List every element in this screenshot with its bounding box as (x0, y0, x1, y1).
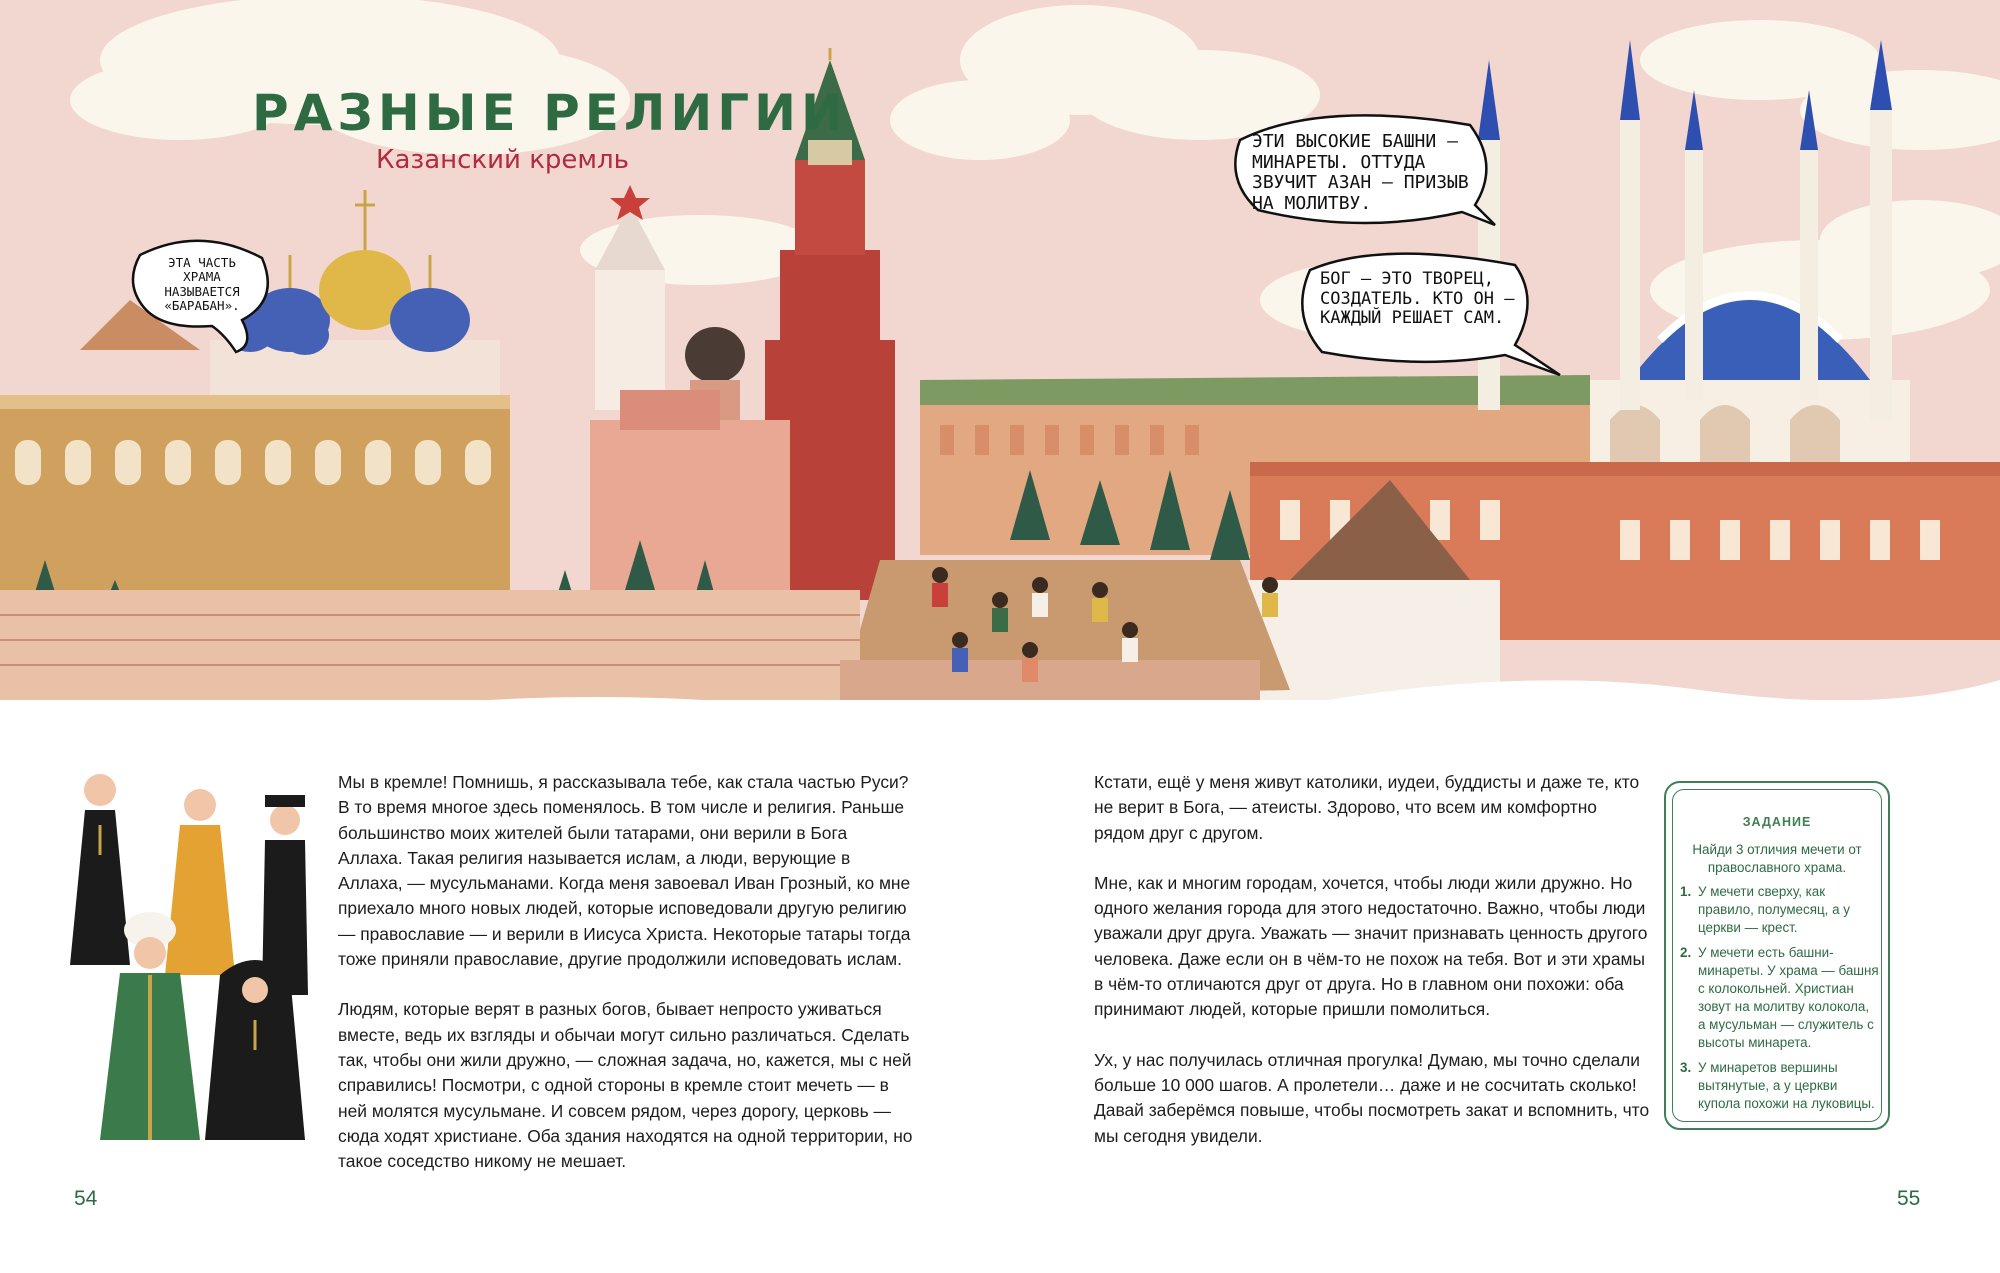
speech-bubble-god: БОГ — ЭТО ТВОРЕЦ, СОЗДАТЕЛЬ. КТО ОН — КАЖДЫЙ РЕШАЕТ САМ. (1320, 269, 1515, 329)
task-item-text: У мечети сверху, как правило, полумесяц, а у церкви — крест. (1698, 884, 1850, 935)
task-title: ЗАДАНИЕ (1742, 815, 1812, 829)
task-intro: Найди 3 отличия мечети от православного храма. (1692, 842, 1862, 875)
task-box (1664, 781, 1890, 1130)
task-item-number: 2. (1680, 945, 1692, 960)
paragraph: Мы в кремле! Помнишь, я рассказывала тебе, как стала частью Руси? В то время многое здесь поменялось. В том числе и религия. Раньше большинство моих жителей были татарами, они верили в Бога Аллаха. Такая религия называется ислам, а люди, верующие в Аллаха, — мусульманами. Когда меня завоевал Иван Грозный, ко мне приехало много новых людей, которые исповедовали другую религию — православие — и верили в Иисуса Христа. Некоторые татары тогда тоже приняли православие, другие продолжили исповедовать ислам. (338, 772, 911, 970)
paragraph: Мне, как и многим городам, хочется, чтобы люди жили дружно. Но одного желания города для этого недостаточно. Важно, чтобы люди уважали друг друга. Уважать — значит признавать ценность другого человека. Даже если он в чём-то не похож на тебя. Вот и эти храмы в чём-то отличаются друг от друга. Но в главном они похожи: оба принимают людей, которые пришли помолиться. (1094, 872, 1648, 1020)
page-title: РАЗНЫЕ РЕЛИГИИ (252, 84, 848, 142)
speech-bubble-drum: ЭТА ЧАСТЬ ХРАМА НАЗЫВАЕТСЯ «БАРАБАН». (164, 255, 240, 314)
task-item (1680, 1059, 1880, 1113)
paragraph: Ух, у нас получилась отличная прогулка! Думаю, мы точно сделали больше 10 000 шагов. А пролетели… даже и не сосчитать сколько! Давай заберёмся повыше, чтобы посмотреть закат и вспомнить, что мы сегодня увидели. (1094, 1049, 1650, 1146)
left-column-text (338, 770, 916, 1199)
page-number-left: 54 (74, 1187, 98, 1210)
task-item-text: У минаретов вершины вытянутые, а у церкви купола похожи на луковицы. (1698, 1060, 1875, 1111)
paragraph: Кстати, ещё у меня живут католики, иудеи, буддисты и даже те, кто не верит в Бога, — атеисты. Здорово, что всем им комфортно рядом друг с другом. (1094, 772, 1640, 843)
speech-bubble-minarets: ЭТИ ВЫСОКИЕ БАШНИ — МИНАРЕТЫ. ОТТУДА ЗВУЧИТ АЗАН — ПРИЗЫВ НА МОЛИТВУ. (1252, 131, 1469, 215)
task-item-text: У мечети есть башни-минареты. У храма — башня с колокольней. Христиан зовут на молитву колокола, а мусульман — служитель с высоты минарета. (1698, 945, 1879, 1050)
task-item-number: 1. (1680, 884, 1692, 899)
task-list (1680, 883, 1880, 1120)
task-item (1680, 883, 1880, 937)
page-number-right: 55 (1897, 1187, 1921, 1210)
right-column-text (1094, 770, 1650, 1174)
task-item-number: 3. (1680, 1060, 1692, 1075)
task-item (1680, 944, 1880, 1052)
page-subtitle: Казанский кремль (376, 145, 629, 175)
paragraph: Людям, которые верят в разных богов, бывает непросто уживаться вместе, ведь их взгляды и обычаи могут сильно различаться. Сделать так, чтобы они жили дружно, — сложная задача, но, кажется, мы с ней справились! Посмотри, с одной стороны в кремле стоит мечеть — в ней молятся мусульмане. И совсем рядом, через дорогу, церковь — сюда ходят христиане. Оба здания находятся на одной территории, но такое соседство никому не мешает. (338, 999, 913, 1172)
clergy-illustration (40, 765, 310, 1150)
